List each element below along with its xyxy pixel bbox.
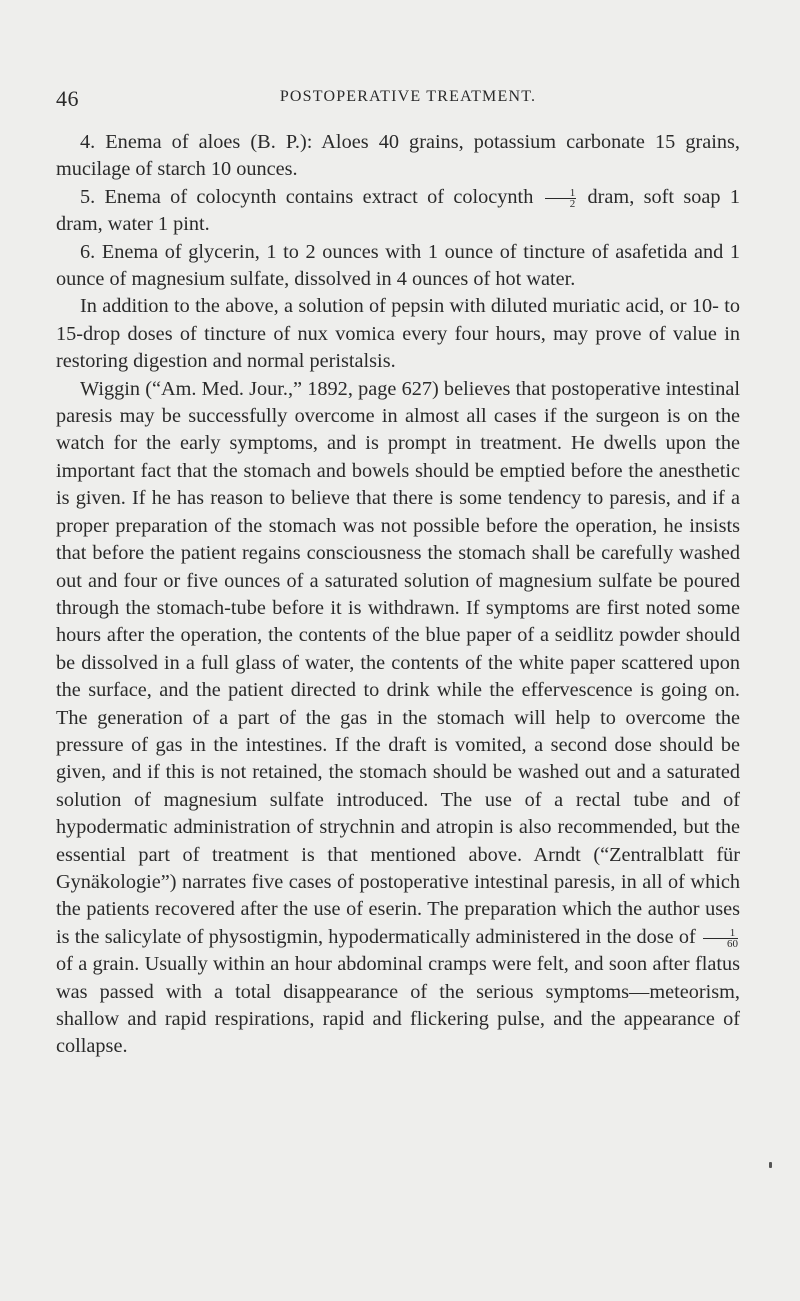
fraction-sixtieth (703, 928, 738, 949)
body-text (56, 129, 740, 1061)
fraction-numerator: 1 (703, 928, 738, 939)
page-number: 46 (56, 86, 79, 111)
paragraph-pepsin: In addition to the above, a solution of pepsin with diluted muriatic acid, or 10- to 15-drop doses of tincture of nux vomica every four hours, may prove of value in restoring digestion and normal peristalsis. (56, 295, 740, 373)
fraction-denominator: 2 (569, 197, 576, 210)
paragraph-enema-colocynth (56, 184, 740, 239)
paragraph-enema-aloes: 4. Enema of aloes (B. P.): Aloes 40 grains, potassium carbonate 15 grains, mucilage of starch 10 ounces. (56, 131, 740, 181)
paragraph-text: dram, soft soap 1 dram, water 1 pint. (56, 185, 741, 236)
paragraph-enema-glycerin: 6. Enema of glycerin, 1 to 2 ounces with 1 ounce of tincture of asafetida and 1 ounce of magnesium sulfate, dissolved in 4 ounces of hot water. (56, 240, 740, 291)
fraction-numerator: 1 (545, 188, 577, 199)
fraction-denominator: 60 (727, 937, 738, 950)
paragraph-text: Wiggin (“Am. Med. Jour.,” 1892, page 627) believes that postoperative intestinal paresis may be successfully overcome in almost all cases if the surgeon is on the watch for the early symptoms, and is prompt in treatment. He dwells upon the important fact that the stomach and bowels should be emptied before the anesthetic is given. If he has reason to believe that there is some tendency to paresis, and if a proper preparation of the stomach was not possible before the operation, he insists that before the patient regains consciousness the stomach shall be carefully washed out and four or five ounces of a saturated solution of magnesium sulfate be poured through the stomach-tube before it is withdrawn. If symptoms are first noted some hours after the operation, the contents of the blue paper of a seidlitz powder should be dissolved in a full glass of water, the contents of the white paper scattered upon the surface, and the patient directed to drink while the effervescence is going on. The generation of a part of the gas in the stomach will help to overcome the pressure of gas in the intestines. If the draft is vomited, a second dose should be given, and if this is not retained, the stomach should be washed out and a saturated solution of magnesium sulfate introduced. The use of a rectal tube and of hypodermatic administration of strychnin and atropin is also recommended, but the essential part of treatment is that mentioned above. Arndt (“Zentralblatt für Gynäkologie”) narrates five cases of postoperative intestinal paresis, in all of which the patients recovered after the use of eserin. The preparation which the author uses is the salicylate of physostigmin, hypodermatically administered in the dose of (56, 377, 740, 948)
margin-speck (769, 1162, 772, 1168)
paragraph-text: 5. Enema of colocynth contains extract of colocynth (80, 185, 534, 208)
running-title: POSTOPERATIVE TREATMENT. (279, 88, 537, 105)
fraction-half (545, 188, 577, 209)
page-header (56, 86, 740, 114)
paragraph-text: of a grain. Usually within an hour abdominal cramps were felt, and soon after flatus was passed with a total disappearance of the serious symptoms—meteorism, shallow and rapid respirations, rapid and flickering pulse, and the appearance of collapse. (56, 953, 740, 1058)
paragraph-wiggin (56, 376, 740, 1061)
